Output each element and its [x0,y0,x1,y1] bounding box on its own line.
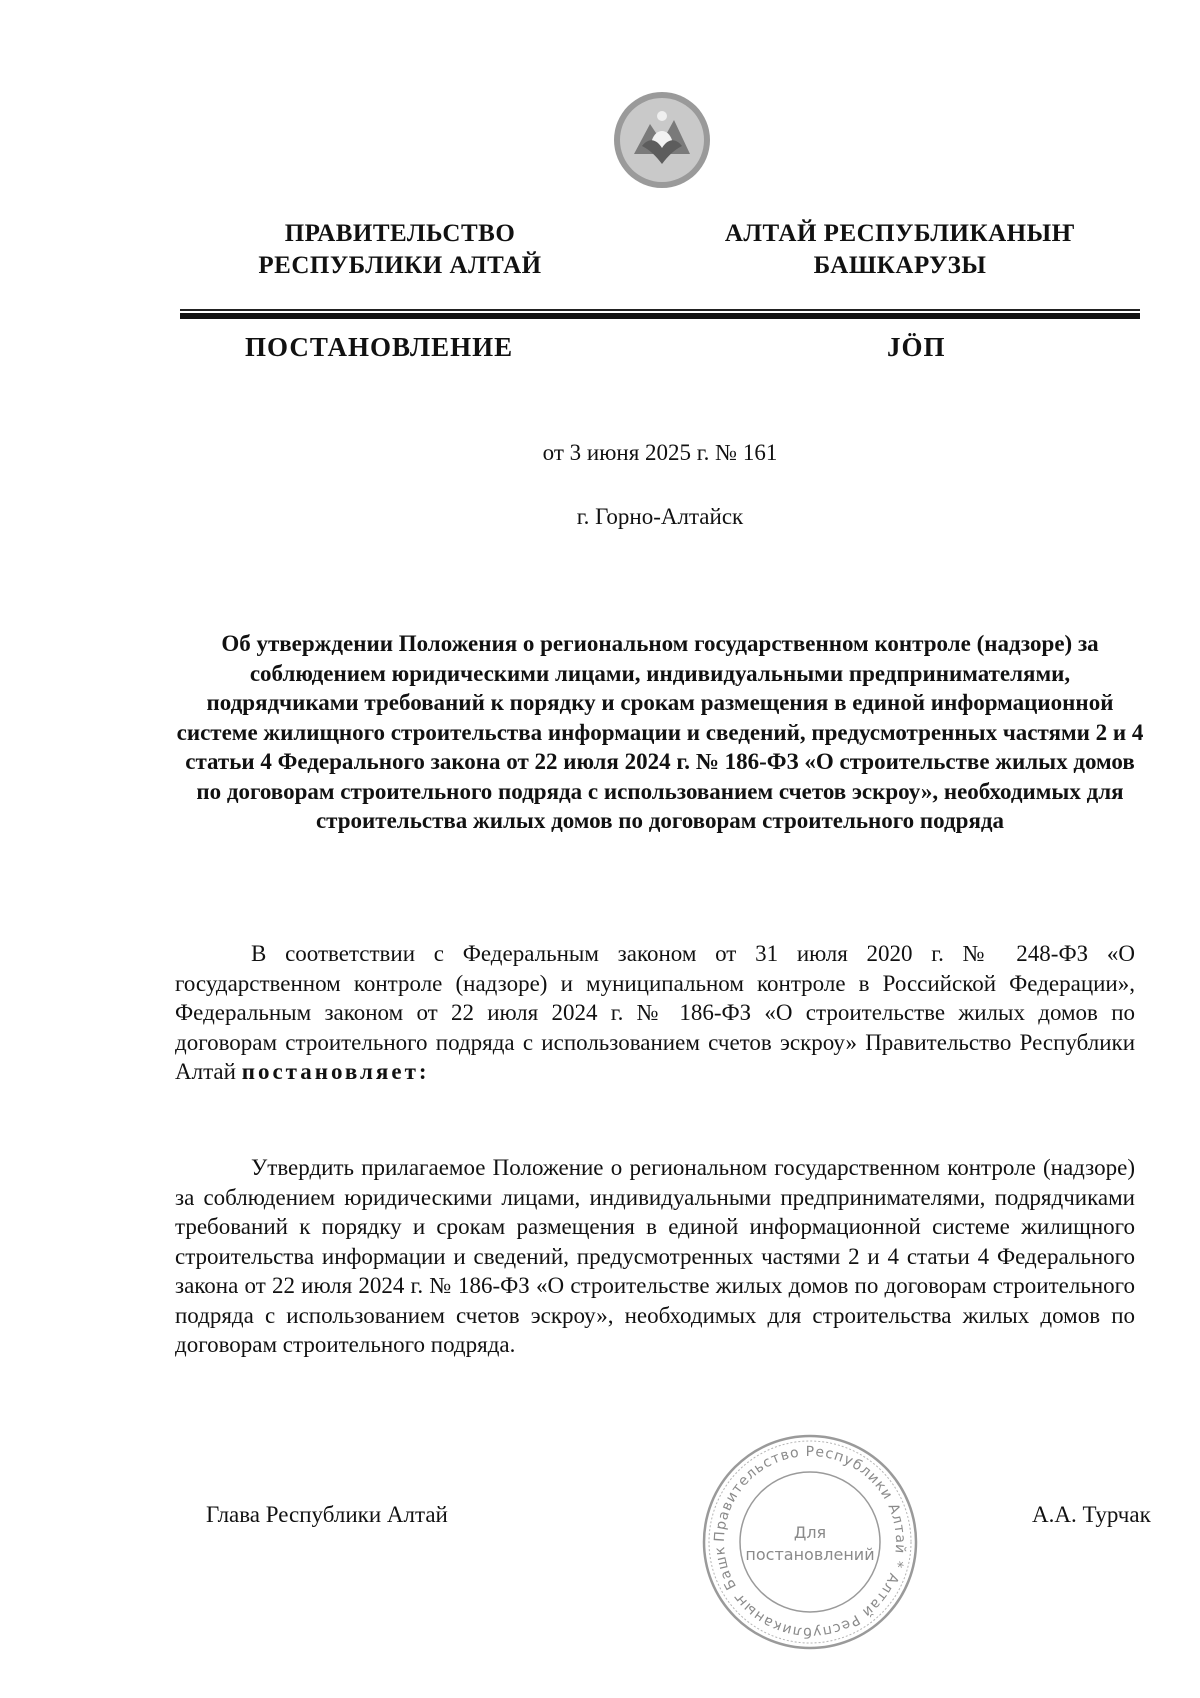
signatory-position: Глава Республики Алтай [206,1502,448,1527]
document-title: Об утверждении Положения о региональном государственном контроле (надзоре) за соблюдением юридическими лицами, индивидуальными предпринимателями, подрядчиками требований к порядку и срокам размещения в единой информационной системе жилищного строительства информации и сведений, предусмотренных частями 2 и 4 статьи 4 Федерального закона от 22 июля 2024 г. № 186-ФЗ «О строительстве жилых домов по договорам строительного подряда с использованием счетов эскроу», необходимых для строительства жилых домов по договорам строительного подряда [176,631,1144,833]
operative-paragraph: Утвердить прилагаемое Положение о региональном государственном контроле (надзоре) за соблюдением юридическими лицами, индивидуальными предпринимателями, подрядчиками требований к порядку и срокам размещения в единой информационной системе жилищного строительства информации и сведений, предусмотренных частями 2 и 4 статьи 4 Федерального закона от 22 июля 2024 г. № 186-ФЗ «О строительстве жилых домов по договорам строительного подряда с использованием счетов эскроу», необходимых для строительства жилых домов по договорам строительного подряда. [175,1155,1135,1357]
seal-ring-text: Правительство Республики Алтай * Алтай Республиканыҥ Башк [711,1443,909,1641]
organization-name-alt [700,218,1100,282]
organization-name-alt-line1: АЛТАЙ РЕСПУБЛИКАНЫҤ [724,220,1076,247]
document-date-number: от 3 июня 2025 г. № 161 [542,440,778,465]
seal-center-line2: постановлений [745,1545,875,1564]
preamble-text: В соответствии с Федеральным законом от 31 июля 2020 г. № 248-ФЗ «О государственном контроле (надзоре) и муниципальном контроле в Российской Федерации», Федеральным законом от 22 июля 2024 г. № 186-ФЗ «О строительстве жилых домов по договорам строительного подряда с использованием счетов эскроу» Правительство Республики Алтай [175,941,1135,1084]
coat-of-arms-emblem [612,90,712,190]
document-type-alt: JӦП [887,332,946,362]
organization-name-alt-line2: БАШКАРУЗЫ [813,252,987,279]
coat-of-arms-icon [612,90,712,190]
header-divider-thin [180,309,1140,311]
document-type-ru: ПОСТАНОВЛЕНИЕ [245,332,514,362]
signatory-name: А.А. Турчак [1032,1502,1151,1527]
organization-name-ru-line1: ПРАВИТЕЛЬСТВО [284,220,516,247]
organization-name-ru [200,218,600,282]
organization-name-ru-line2: РЕСПУБЛИКИ АЛТАЙ [258,252,542,279]
preamble-paragraph [175,939,1135,1087]
resolves-keyword: постановляет: [241,1059,430,1084]
header-divider-thick [180,313,1140,319]
seal-center-line1: Для [793,1523,827,1542]
official-seal [700,1432,920,1652]
seal-icon [700,1432,920,1652]
document-city: г. Горно-Алтайск [576,504,744,529]
